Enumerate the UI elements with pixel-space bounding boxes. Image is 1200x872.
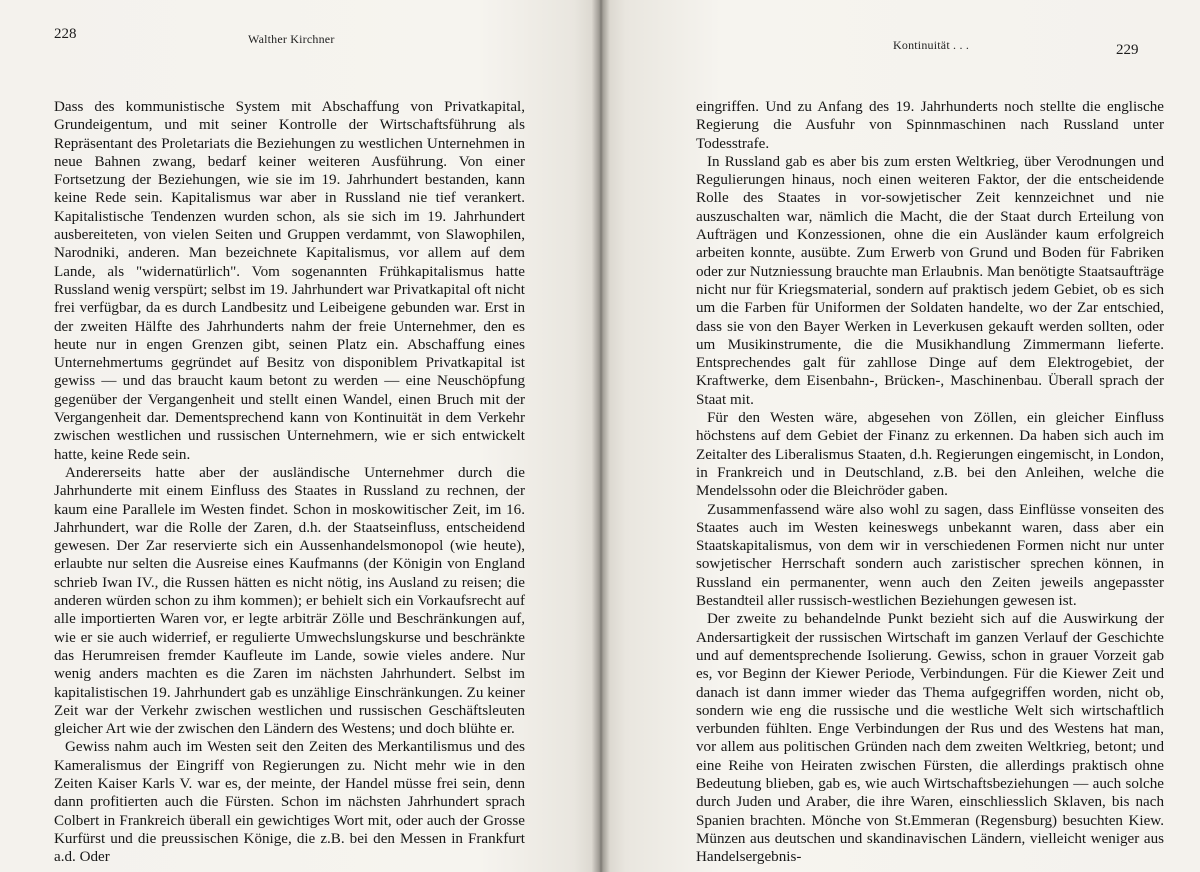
paragraph: Dass des kommunistische System mit Abschaffung von Privatkapital, Grundeigentum, und mit seiner Kontrolle der Wirtschaftsführung als Repräsentant des Proletariats die Beziehungen zu westlichen Unternehmen in neue Bahnen zwang, bedarf keiner weiteren Ausführung. Von einer Fortsetzung der Beziehungen, wie sie im 19. Jahrhundert bestanden, kann keine Rede sein. Kapitalismus war aber in Russland nie tief verankert. Kapitalistische Tendenzen wurden schon, als sie sich im 19. Jahrhundert ausbereiteten, von vielen Seiten und Gruppen verdammt, von Slawophilen, Narodniki, anderen. Man bezeichnete Kapitalismus, vor allem auf dem Lande, als "widernatürlich". Vom sogenannten Frühkapitalismus hatte Russland wenig verspürt; selbst im 19. Jahrhundert war Privatkapital oft nicht frei verfügbar, da es durch Landbesitz und Leibeigene gebunden war. Erst in der zweiten Hälfte des Jahrhunderts nahm der freie Unternehmer, den es heute nur in engen Grenzen gibt, seinen Platz ein. Abschaffung eines Unternehmertums gegründet auf Besitz von disponiblem Privatkapital ist gewiss — und das braucht kaum betont zu werden — eine Neuschöpfung gegenüber der Vergangenheit und stellt einen Wandel, einen Bruch mit der Vergangenheit dar. Dementsprechend kann von Kontinuität in dem Verkehr zwischen westlichen und russischen Unternehmern, wie er sich entwickelt hatte, keine Rede sein. (54, 99, 525, 463)
paragraph: Andererseits hatte aber der ausländische Unternehmer durch die Jahrhunderte mit einem Einfluss des Staates in Russland zu rechnen, der kaum eine Parallele im Westen findet. Schon in moskowitischer Zeit, im 16. Jahrhundert, war die Rolle der Zaren, d.h. der Staatseinfluss, entscheidend gewesen. Der Zar reservierte sich ein Aussenhandelsmonopol (wie heute), erlaubte nur selten die Ausreise eines Kaufmanns (der Königin von England schrieb Iwan IV., die Russen hätten es nicht nötig, ins Ausland zu reisen; die anderen würden schon zu ihm kommen); er behielt sich ein Vorkaufsrecht auf alle importierten Waren vor, er legte arbiträr Zölle und Beschränkungen auf, wie er sie auch widerrief, er regulierte Umwechslungskurse und beschränkte das Herumreisen fremder Kaufleute im Lande, sowie vieles andere. Nur wenig anders machten es die Zaren im nächsten Jahrhundert. Selbst im kapitalistischen 19. Jahrhundert gab es unzählige Einschränkungen. Zu keiner Zeit war der Verkehr zwischen westlichen und russischen Geschäftsleuten gleicher Art wie der zwischen den Ländern des Westens; und doch blühte er. (54, 464, 525, 738)
book-gutter (592, 0, 610, 872)
running-head-right: Kontinuität . . . (893, 38, 970, 52)
paragraph: Gewiss nahm auch im Westen seit den Zeiten des Merkantilismus und des Kameralismus der Eingriff von Regierungen zu. Nicht mehr wie in den Zeiten Kaiser Karls V. war es, der meinte, der Handel müsse frei sein, denn dann profitierten auch die Fürsten. Schon im nächsten Jahrhundert sprach Colbert in Frankreich überall ein gewichtiges Wort mit, oder auch der Grosse Kurfürst und die preussischen Könige, die z.B. bei den Messen in Frankfurt a.d. Oder (54, 739, 525, 866)
page-number-left: 228 (54, 26, 77, 42)
paragraph: Zusammenfassend wäre also wohl zu sagen, dass Einflüsse vonseiten des Staates auch im Westen keineswegs unbekannt waren, dass aber ein Staatskapitalismus, von dem wir in verschiedenen Formen nicht nur unter sowjetischer Herrschaft sondern auch zaristischer sprechen können, in Russland ein permanenter, wenn auch den Zeiten jeweils angepasster Bestandteil aller russisch-westlichen Beziehungen gewesen ist. (696, 501, 1164, 610)
right-page (602, 0, 1200, 872)
paragraph: eingriffen. Und zu Anfang des 19. Jahrhunderts noch stellte die englische Regierung die Ausfuhr von Spinnmaschinen nach Russland unter Todesstrafe. (696, 99, 1164, 152)
running-head-left: Walther Kirchner (248, 32, 335, 46)
page-number-right: 229 (1116, 42, 1139, 58)
paragraph: Für den Westen wäre, abgesehen von Zöllen, ein gleicher Einfluss höchstens auf dem Gebiet der Finanz zu erkennen. Da haben sich auch im Zeitalter des Liberalismus Staaten, d.h. Regierungen eingemischt, in London, in Frankreich und in Deutschland, z.B. bei den Anleihen, welche die Mendelssohn oder die Bleichröder gaben. (696, 410, 1164, 500)
left-page (0, 0, 598, 872)
right-page-body (696, 98, 1164, 866)
paragraph: Der zweite zu behandelnde Punkt bezieht sich auf die Auswirkung der Andersartigkeit der russischen Wirtschaft im ganzen Verlauf der Geschichte und auf dementsprechende Isolierung. Gewiss, schon in grauer Vorzeit gab es, vor Beginn der Kiewer Periode, Verbindungen. Für die Kiewer Zeit und danach ist dann immer wieder das Thema aufgegriffen worden, nicht ob, sondern wie eng die russische und die westliche Welt sich wirtschaftlich verbunden fühlten. Enge Verbindungen der Rus und des Westens hat man, vor allem aus politischen Gründen nach dem zweiten Weltkrieg, betont; und eine Reihe von Heiraten zwischen Fürsten, die allerdings praktisch ohne Bedeutung blieben, gab es, wie auch Wirtschaftsbeziehungen — auch solche durch Juden und Araber, die ihre Waren, einschliesslich Sklaven, bis nach Spanien brachten. Mönche von St.Emmeran (Regensburg) besuchten Kiew. Münzen aus deutschen und skandinavischen Ländern, vielleicht weniger aus Handelsergebnis- (696, 611, 1164, 866)
left-page-body (54, 98, 525, 866)
paragraph: In Russland gab es aber bis zum ersten Weltkrieg, über Verodnungen und Regulierungen hinaus, noch einen weiteren Faktor, der die entscheidende Rolle des Staates in vor-sowjetischer Zeit kennzeichnet und nie auszuschalten war, nämlich die Macht, die der Staat durch Erteilung von Aufträgen und Konzessionen, ohne die ein Ausländer kaum erfolgreich arbeiten konnte, ausübte. Zum Erwerb von Grund und Boden für Fabriken oder zur Nutzniessung brauchte man Erlaubnis. Man benötigte Staatsaufträge nicht nur für Kriegsmaterial, sondern auf praktisch jedem Gebiet, ob es sich um die Farben für Uniformen der Soldaten handelte, wo der Zar entschied, dass sie von den Bayer Werken in Leverkusen gekauft werden sollten, oder um Musikinstrumente, die die Musikhandlung Zimmermann lieferte. Entsprechendes galt für zahllose Dinge auf dem Elektrogebiet, der Kraftwerke, dem Eisenbahn-, Brücken-, Maschinenbau. Überall sprach der Staat mit. (696, 153, 1164, 408)
